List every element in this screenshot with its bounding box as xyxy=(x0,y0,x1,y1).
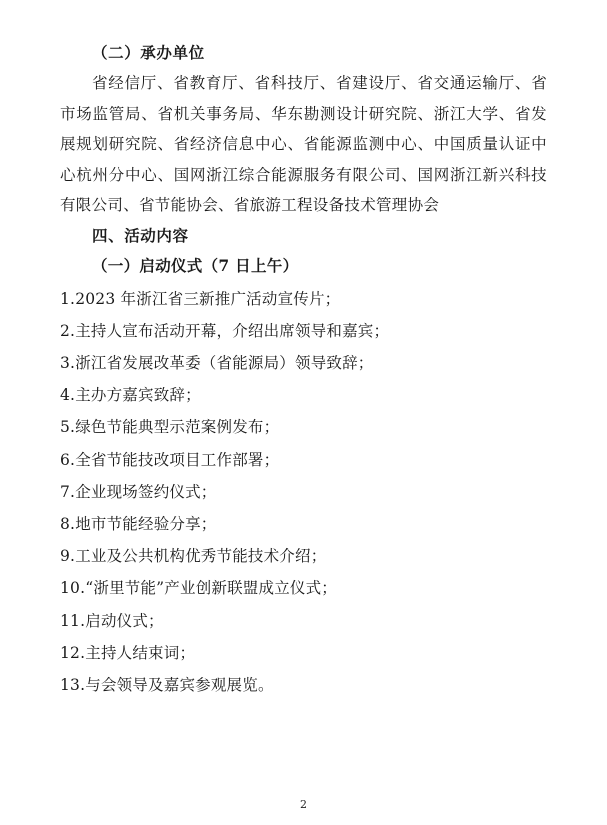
list-item: 11.启动仪式； xyxy=(60,611,164,630)
list-item: 7.企业现场签约仪式； xyxy=(60,482,217,501)
list-item: 4.主办方嘉宾致辞； xyxy=(60,386,201,405)
section-heading-chengban-danwei: （二）承办单位 xyxy=(92,43,205,62)
list-item: 12.主持人结束词； xyxy=(60,643,196,662)
list-item: 6.全省节能技改项目工作部署； xyxy=(60,450,280,469)
page-number: 2 xyxy=(300,798,307,811)
section-heading-huodong-neirong: 四、活动内容 xyxy=(92,225,189,245)
list-item: 3.浙江省发展改革委（省能源局）领导致辞； xyxy=(60,353,374,372)
list-item: 2.主持人宣布活动开幕，介绍出席领导和嘉宾； xyxy=(60,321,390,340)
list-item: 8.地市节能经验分享； xyxy=(60,514,217,533)
list-item: 5.绿色节能典型示范案例发布； xyxy=(60,418,280,437)
list-item: 13.与会领导及嘉宾参观展览。 xyxy=(60,675,274,694)
paragraph-chengban-danwei-list: 省经信厅、省教育厅、省科技厅、省建设厅、省交通运输厅、省市场监管局、省机关事务局、华东勘测设计研究院、浙江大学、省发展规划研究院、省经济信息中心、省能源监测中心、中国质量认证中心杭州分中心、国网浙江综合能源服务有限公司、国网浙江新兴科技有限公司、省节能协会、省旅游工程设备技术管理协会 xyxy=(60,74,547,214)
list-item: 9.工业及公共机构优秀节能技术介绍； xyxy=(60,547,327,566)
document-body xyxy=(60,38,547,701)
list-item: 1.2023 年浙江省三新推广活动宣传片； xyxy=(60,289,341,308)
list-item: 10.“浙里节能”产业创新联盟成立仪式； xyxy=(60,579,337,598)
section-heading-qidong-yishi: （一）启动仪式（7 日上午） xyxy=(92,255,299,275)
